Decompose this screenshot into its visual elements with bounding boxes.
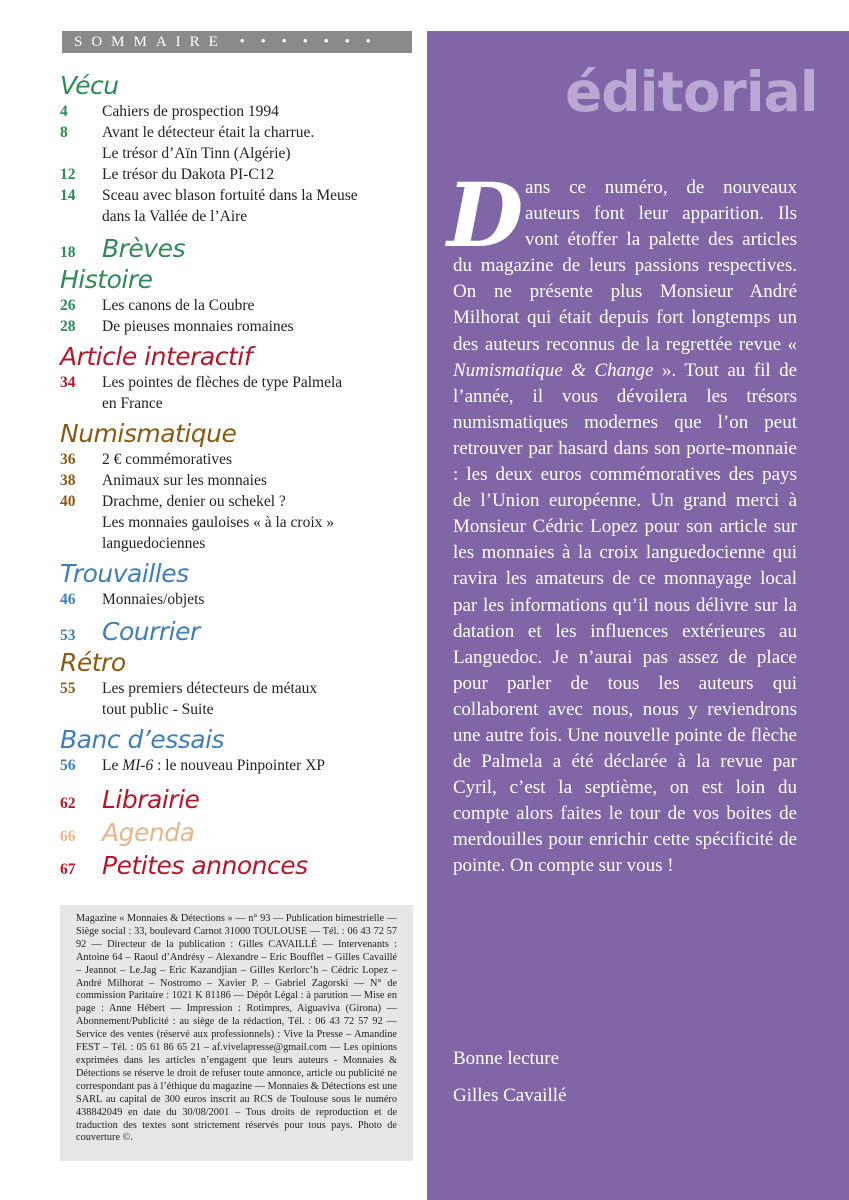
editorial-closing: Bonne lecture: [453, 1048, 560, 1069]
toc-entry[interactable]: 36 2 € commémoratives: [60, 451, 232, 468]
section-title-banc: Banc d’essais: [60, 725, 225, 754]
section-title-article: Article interactif: [60, 342, 253, 371]
editorial-body: ans ce numéro, de nouveaux auteurs font leur apparition. Ils vont étoffer la palette des articles du magazine de leurs passions respectives. On ne présente plus Monsieur André Milhorat qui était depuis fort longtemps un des auteurs reconnus de la regrettée revue « Numismatique & Change ». Tout au fil de l’année, il vous dévoilera les trésors numismatiques modernes que l’on peut retrouver par hasard dans son porte-monnaie : les deux euros commémoratives des pays de l’Union européenne. Un grand merci à Monsieur Cédric Lopez pour son article sur les monnaies à la croix languedocienne qui ravira les amateurs de ce monnayage local par les informations qu’il nous délivre sur la datation et les influences extérieures au Languedoc. Je n’aurai pas assez de place pour parler de tous les auteurs qui collaborent avec nous, nous y reviendrons une autre fois. Une nouvelle pointe de flèche de Palmela a été déclarée à la revue par Cyril, c’est la septième, on est loin du compte alors faites le tour de vos boites de merdouilles pour enrichir cette spécificité de pointe. On compte sur vous !: [453, 177, 797, 877]
section-annonces[interactable]: 67 Petites annonces: [60, 851, 308, 880]
sommaire-dots: • • • • • • •: [239, 34, 377, 50]
imprint-box: Magazine « Monnaies & Détections » — n° 93 — Publication bimestrielle — Siège social : 33, boulevard Carnot 31000 TOULOUSE — Tél. : 06 43 72 57 92 — Directeur de la publication : Gilles CAVAILLÉ — Intervenants : Antoine 64 – Raoul d’Andrésy – Alexandre – Eric Boufflet – Gilles Cavaillé – Jeannot – Le.Jag – Eric Kazandjian – Gilles Kerlorc’h – Cédric Lopez – André Milhorat – Nostromo – Xavier P. – Gabriel Zagorski — N° de commission Paritaire : 1021 K 81186 — Dépôt Légal : à parution — Mise en page : Anne Hébert — Impression : Rotimpres, Aiguaviva (Girona) — Abonnement/Publicité : au siège de la rédaction, Tél. : 06 43 72 57 92 — Service des ventes (réservé aux professionnels) : Vive la Presse – Amandine FEST – Tél. : 05 61 86 65 21 – af.vivelapresse@gmail.com — Les opinions exprimées dans les articles n’engagent que leurs auteurs - Monnaies & Détections se réserve le droit de refuser toute annonce, article ou publicité ne correspondant pas à l’éthique du magazine — Monnaies & Détections est une SARL au capital de 300 euros inscrit au RCS de Toulouse sous le numéro 438842049 en date du 30/08/2001 – Tous droits de reproduction et de traduction des textes sont strictement réservés pour tous pays. Photo de couverture ©.: [60, 905, 413, 1161]
section-courrier[interactable]: 53 Courrier: [60, 617, 200, 646]
editorial-title: éditorial: [565, 60, 818, 124]
section-title-numismatique: Numismatique: [60, 419, 237, 448]
toc-entry[interactable]: 28 De pieuses monnaies romaines: [60, 318, 294, 335]
toc-entry[interactable]: 56 Le MI-6 : le nouveau Pinpointer XP: [60, 757, 326, 774]
toc-entry[interactable]: 8 Avant le détecteur était la charrue. Le trésor d’Aïn Tinn (Algérie): [60, 124, 315, 162]
toc-entry[interactable]: 14 Sceau avec blason fortuité dans la Meuse dans la Vallée de l’Aire: [60, 187, 358, 225]
sommaire-header: [62, 31, 412, 53]
toc-entry[interactable]: 12 Le trésor du Dakota PI-C12: [60, 166, 275, 183]
table-of-contents: [60, 70, 420, 881]
section-title-trouvailles: Trouvailles: [60, 559, 189, 588]
section-agenda[interactable]: 66 Agenda: [60, 818, 195, 847]
toc-entry[interactable]: 4 Cahiers de prospection 1994: [60, 103, 279, 120]
section-breves[interactable]: 18 Brèves: [60, 234, 186, 263]
toc-entry[interactable]: 40 Drachme, denier ou schekel ? Les monnaies gauloises « à la croix » languedociennes: [60, 493, 335, 552]
section-title-histoire: Histoire: [60, 265, 153, 294]
toc-entry[interactable]: 55 Les premiers détecteurs de métaux tout public - Suite: [60, 680, 318, 718]
editorial-signature: Gilles Cavaillé: [453, 1085, 567, 1106]
section-title-vecu: Vécu: [60, 71, 119, 100]
editorial-dropcap: D: [447, 163, 524, 267]
section-title-retro: Rétro: [60, 648, 126, 677]
section-librairie[interactable]: 62 Librairie: [60, 785, 200, 814]
sommaire-label: SOMMAIRE: [74, 34, 227, 50]
toc-entry[interactable]: 26 Les canons de la Coubre: [60, 297, 255, 314]
toc-entry[interactable]: 46 Monnaies/objets: [60, 591, 205, 608]
toc-entry[interactable]: 34 Les pointes de flèches de type Palmela en France: [60, 374, 343, 412]
toc-entry[interactable]: 38 Animaux sur les monnaies: [60, 472, 267, 489]
